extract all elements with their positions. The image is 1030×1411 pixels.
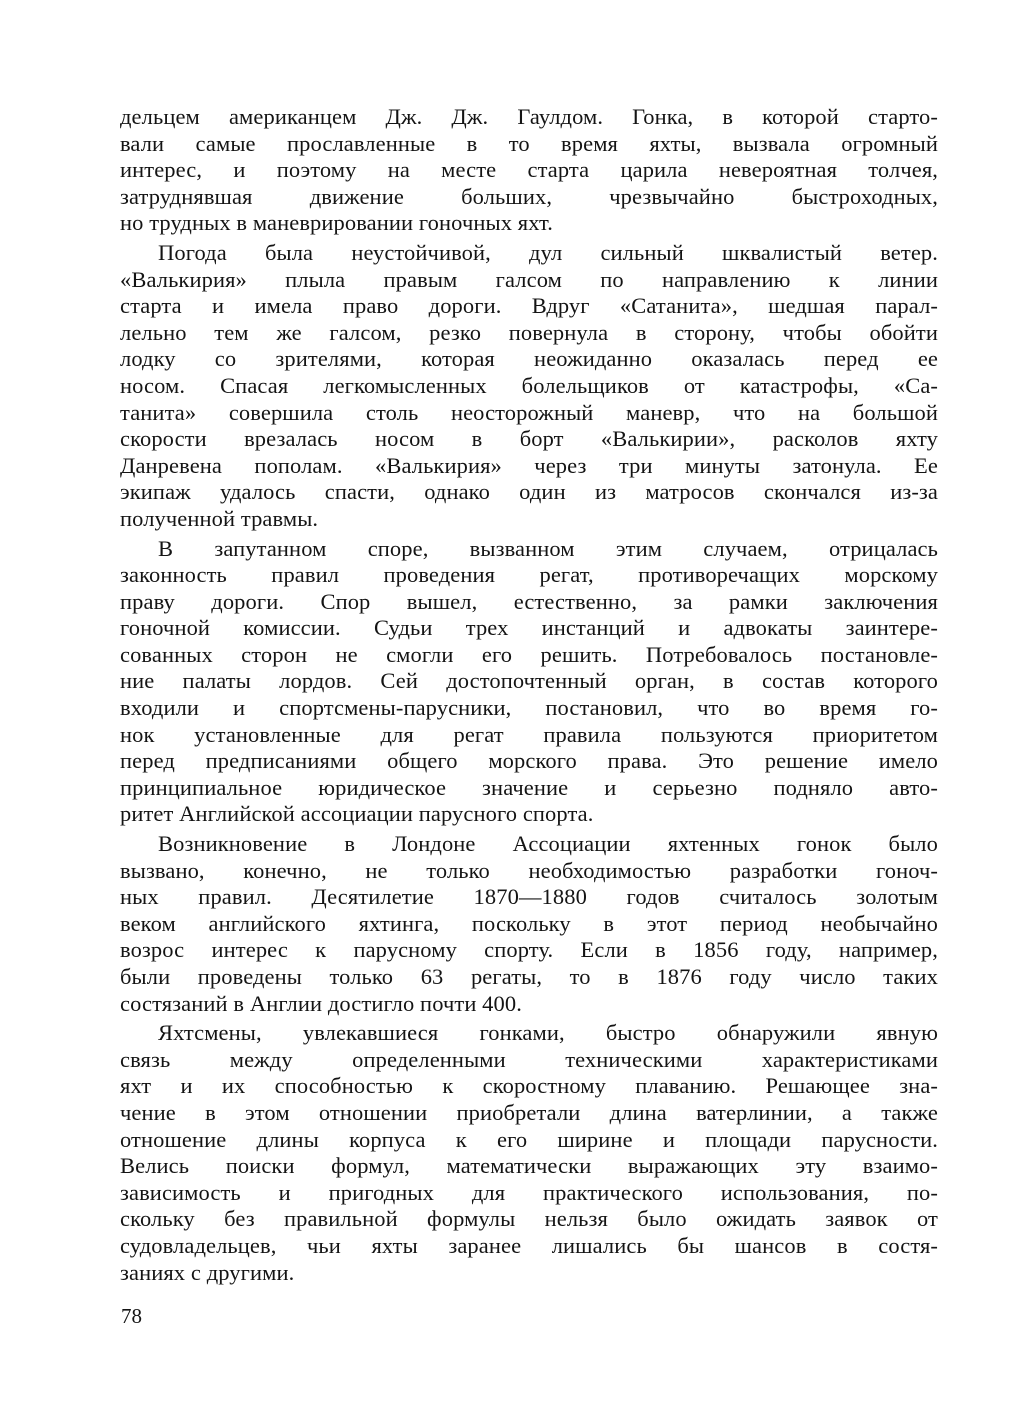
paragraph [120,536,938,829]
page-body [120,104,938,1286]
text-line: дельцем американцем Дж. Дж. Гаулдом. Гонка, в которой старто- [120,104,938,129]
text-line: сованных сторон не смогли его решить. Потребовалось постановле- [120,641,938,667]
text-line: ных правил. Десятилетие 1870—1880 годов считалось золотым [120,884,938,910]
text-line: носом. Спасая легкомысленных болельщиков от катастрофы, «Са- [120,372,938,398]
text-line: гоночной комиссии. Судьи трех инстанций и адвокаты заинтере- [120,615,938,641]
text-line: Данревена пополам. «Валькирия» через три минуты затонула. Ее [120,452,938,478]
text-line: чение в этом отношении приобретали длина ватерлинии, а также [120,1099,938,1125]
text-line: Погода была неустойчивой, дул сильный шквалистый ветер. [158,239,938,265]
text-line: полученной травмы. [120,505,319,531]
text-line: ритет Английской ассоциации парусного спорта. [120,801,594,827]
text-line: затруднявшая движение больших, чрезвычайно быстроходных, [120,183,938,209]
text-line: веком английского яхтинга, поскольку в этот период необычайно [120,910,938,936]
text-line: зависимость и пригодных для практического использования, по- [120,1179,938,1205]
text-line: принципиальное юридическое значение и серьезно подняло авто- [120,774,938,800]
text-line: перед предписаниями общего морского права. Это решение имело [120,748,938,774]
text-line: Возникновение в Лондоне Ассоциации яхтенных гонок было [158,831,938,857]
paragraph [120,1020,938,1286]
text-line: входили и спортсмены-парусники, постановил, что во время го- [120,695,938,721]
paragraph [120,831,938,1017]
text-line: но трудных в маневрировании гоночных яхт. [120,210,553,236]
text-line: были проведены только 63 регаты, то в 1876 году число таких [120,964,938,989]
text-line: экипаж удалось спасти, однако один из матросов скончался из-за [120,479,938,505]
text-line: яхт и их способностью к скоростному плаванию. Решающее зна- [120,1073,938,1099]
text-line: вызвано, конечно, не только необходимостью разработки гоноч- [120,857,938,883]
text-line: скорости врезалась носом в борт «Валькирии», расколов яхту [120,426,938,452]
text-line: нок установленные для регат правила пользуются приоритетом [120,721,938,747]
page-number: 78 [121,1304,142,1328]
paragraph [120,240,938,533]
text-line: танита» совершила столь неосторожный маневр, что на большой [120,399,938,425]
text-line: старта и имела право дороги. Вдруг «Сатанита», шедшая парал- [120,293,938,319]
text-line: судовладельцев, чьи яхты заранее лишались бы шансов в состя- [120,1232,938,1258]
text-line: «Валькирия» плыла правым галсом по направлению к линии [120,266,938,292]
text-line: заниях с другими. [120,1259,295,1285]
text-line: Велись поиски формул, математически выражающих эту взаимо- [120,1153,938,1179]
paragraph [120,104,938,237]
text-line: интерес, и поэтому на месте старта царила невероятная толчея, [120,157,938,183]
text-line: состязаний в Англии достигло почти 400. [120,990,522,1016]
text-line: В запутанном споре, вызванном этим случаем, отрицалась [158,535,938,561]
text-line: ние палаты лордов. Сей достопочтенный орган, в состав которого [120,668,938,694]
text-line: праву дороги. Спор вышел, естественно, за рамки заключения [120,588,938,614]
text-line: лодку со зрителями, которая неожиданно оказалась перед ее [120,346,938,372]
text-line: законность правил проведения регат, противоречащих морскому [120,562,938,588]
text-line: Яхтсмены, увлекавшиеся гонками, быстро обнаружили явную [158,1020,938,1046]
text-line: связь между определенными техническими характеристиками [120,1046,938,1072]
text-line: возрос интерес к парусному спорту. Если в 1856 году, например, [120,937,938,963]
text-line: скольку без правильной формулы нельзя было ожидать заявок от [120,1206,938,1232]
text-line: отношение длины корпуса к его ширине и площади парусности. [120,1126,938,1152]
text-line: вали самые прославленные в то время яхты, вызвала огромный [120,130,938,156]
text-line: лельно тем же галсом, резко повернула в сторону, чтобы обойти [120,319,938,345]
